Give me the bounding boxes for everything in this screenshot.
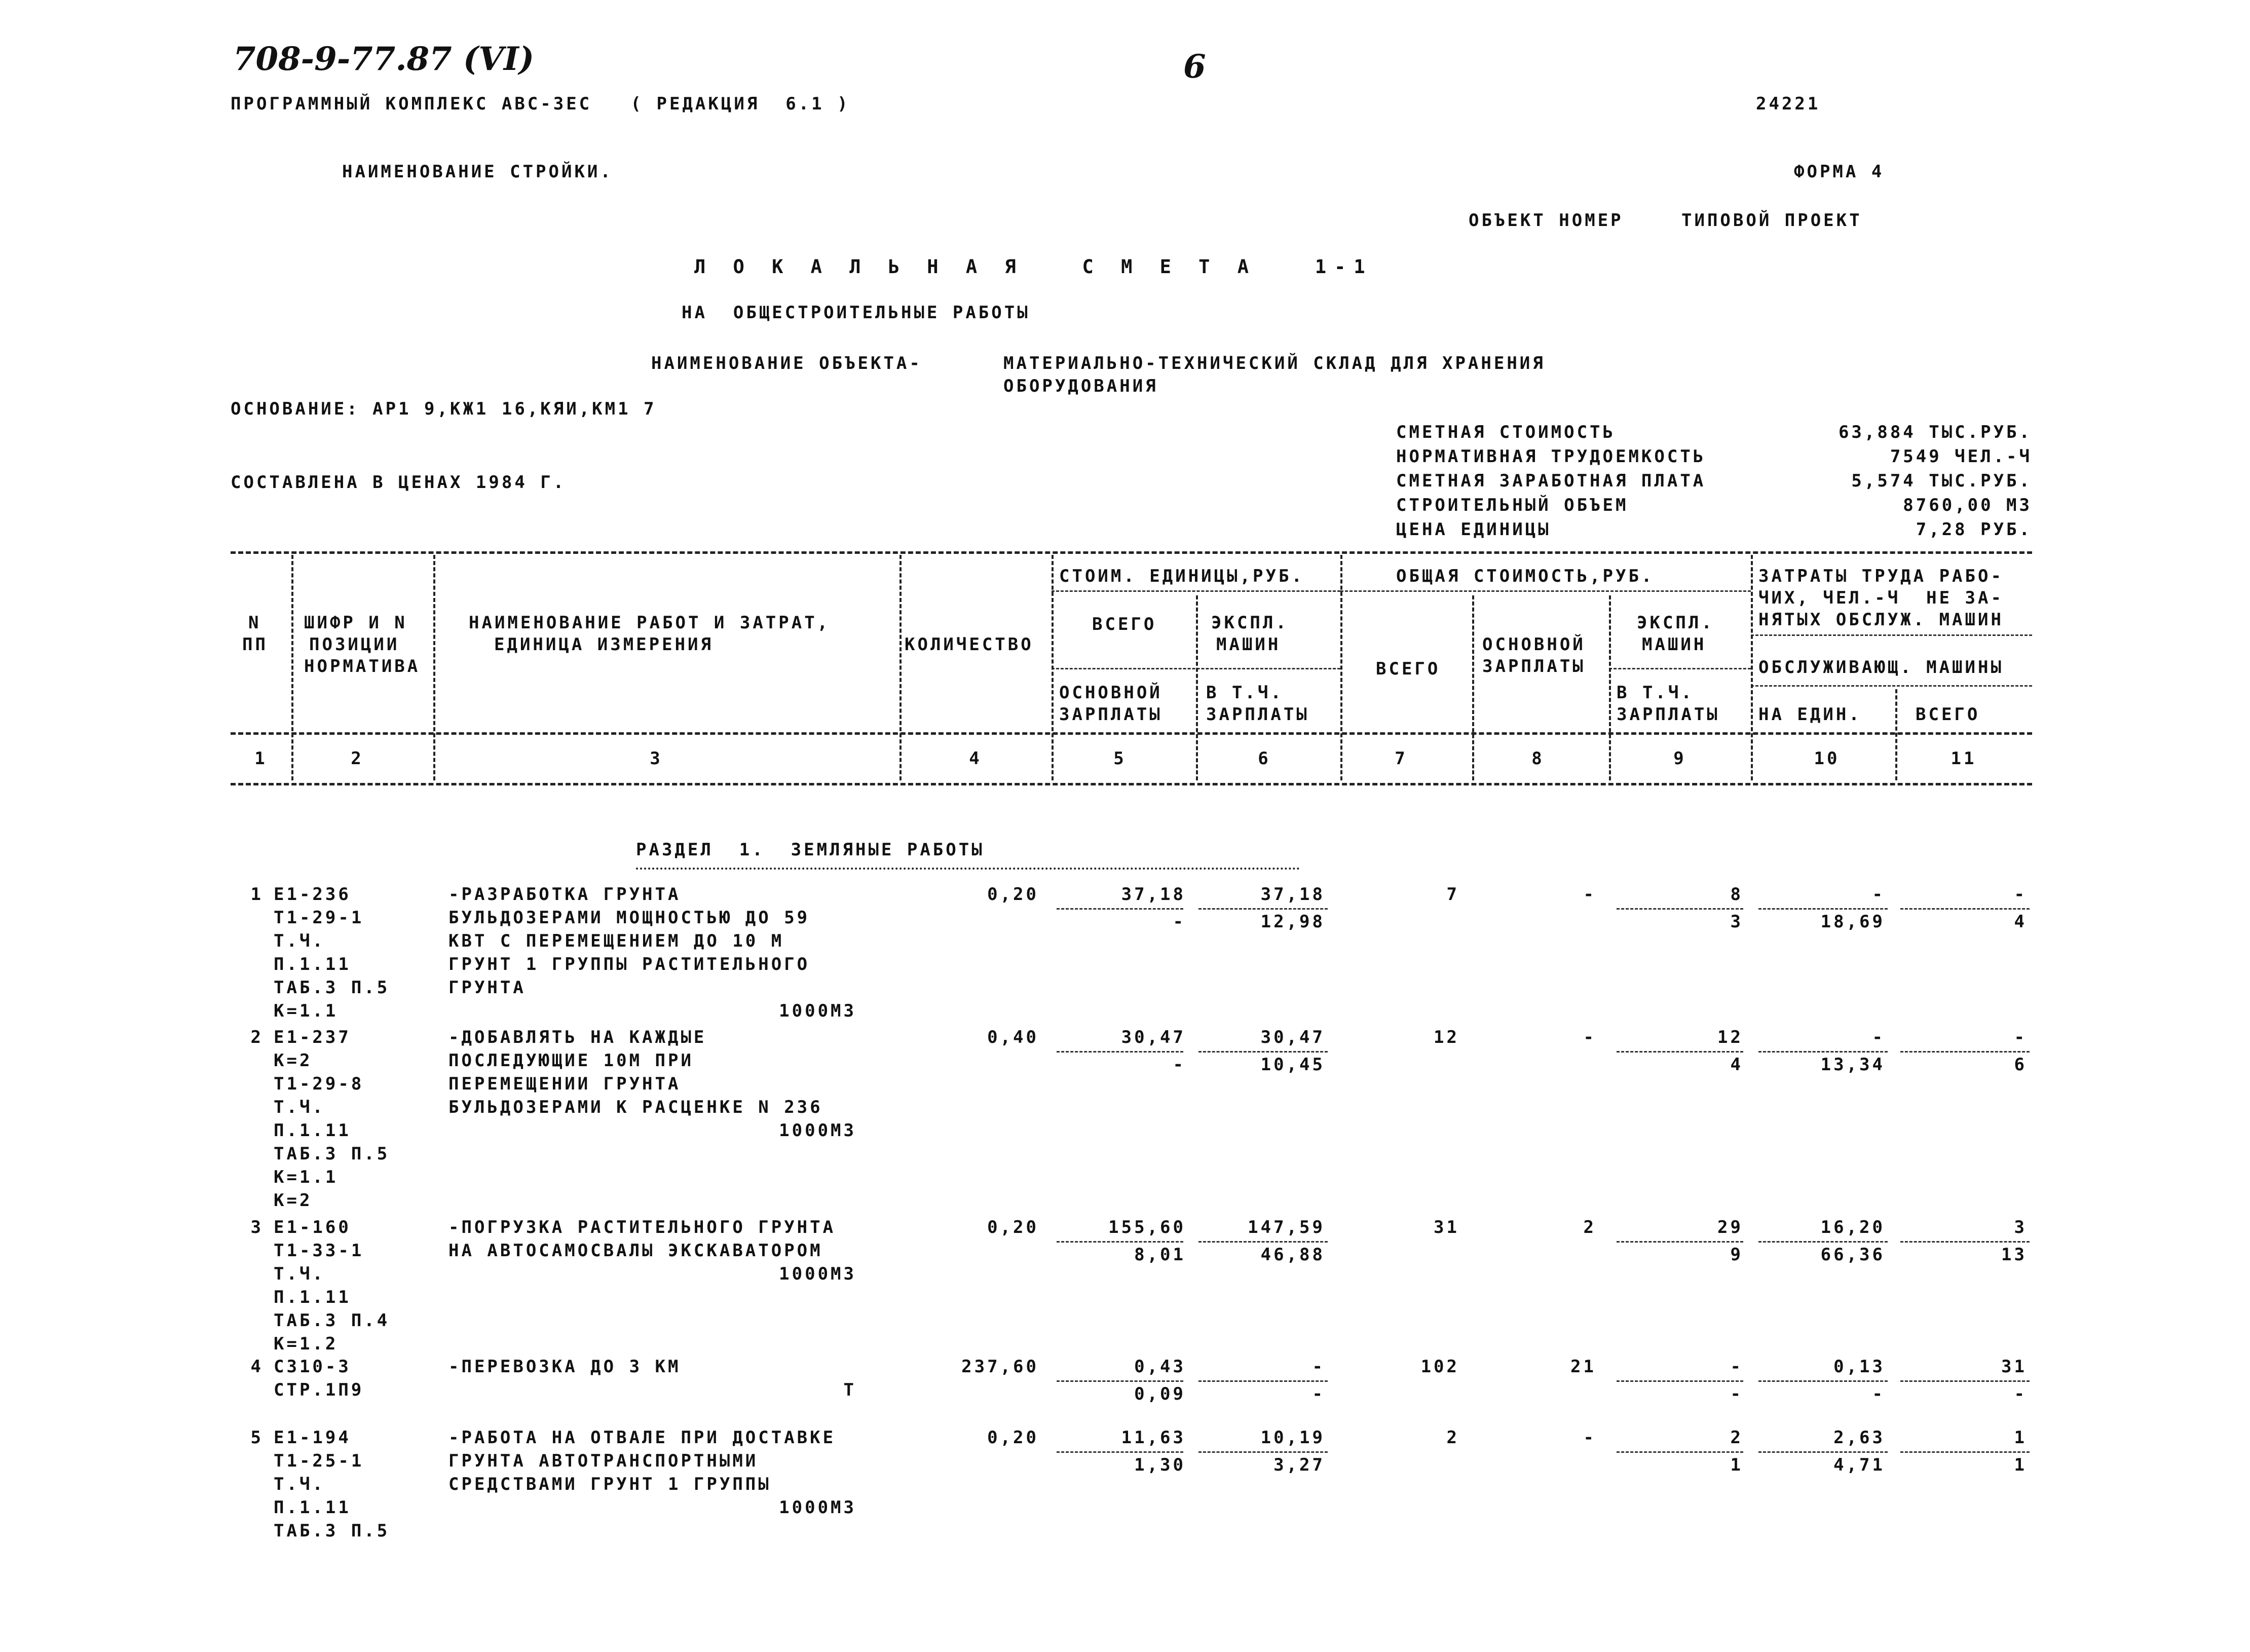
total-basic-wage: - <box>1583 1428 1596 1448</box>
work-description: СРЕДСТВАМИ ГРУНТ 1 ГРУППЫ <box>448 1474 771 1494</box>
price-level-line: СОСТАВЛЕНА В ЦЕНАХ 1984 Г. <box>231 472 567 493</box>
cell-divider-rule <box>1057 908 1183 910</box>
total-incl-wage: 4 <box>1730 1055 1743 1075</box>
header-total-incl-wage: В Т.Ч. <box>1617 683 1694 703</box>
header-group-total-cost: ОБЩАЯ СТОИМОСТЬ,РУБ. <box>1396 566 1655 586</box>
unit-incl-wage: 10,45 <box>1260 1055 1325 1075</box>
work-description: -РАЗРАБОТКА ГРУНТА <box>448 884 681 905</box>
norm-code: Т1-25-1 <box>274 1451 364 1471</box>
header-group-labor: НЯТЫХ ОБСЛУЖ. МАШИН <box>1758 610 2004 630</box>
document-number: 24221 <box>1756 94 1821 114</box>
work-description: -ДОБАВЛЯТЬ НА КАЖДЫЕ <box>448 1027 707 1047</box>
labor-maint-total: 6 <box>2014 1055 2027 1075</box>
table-subrule <box>1751 634 2032 636</box>
typical-project-label: ТИПОВОЙ ПРОЕКТ <box>1681 210 1862 231</box>
cell-divider-rule <box>1198 908 1328 910</box>
cell-divider-rule <box>1900 908 2030 910</box>
cell-divider-rule <box>1057 1241 1183 1243</box>
unit-cost-machines: 37,18 <box>1260 884 1325 905</box>
row-number: 4 <box>250 1357 264 1377</box>
labor-maint-total: 1 <box>2014 1455 2027 1475</box>
norm-code: ТАБ.3 П.4 <box>274 1310 390 1331</box>
header-col-1: N <box>248 613 261 633</box>
norm-code: К=1.1 <box>274 1167 339 1187</box>
total-machines: 8 <box>1730 884 1743 905</box>
cell-divider-rule <box>1617 908 1743 910</box>
cell-divider-rule <box>1758 1451 1888 1453</box>
work-description: КВТ С ПЕРЕМЕЩЕНИЕМ ДО 10 М <box>448 931 784 951</box>
column-divider <box>1340 555 1342 780</box>
summary-value: 63,884 ТЫС.РУБ. <box>1838 422 2032 442</box>
column-divider <box>1751 555 1753 780</box>
summary-label: НОРМАТИВНАЯ ТРУДОЕМКОСТЬ <box>1396 446 1706 467</box>
quantity: 0,20 <box>987 1217 1039 1237</box>
cell-divider-rule <box>1900 1051 2030 1053</box>
norm-code: ТАБ.3 П.5 <box>274 978 390 998</box>
norm-code: П.1.11 <box>274 1120 351 1141</box>
header-total-basic-wage: ЗАРПЛАТЫ <box>1482 656 1586 677</box>
unit-of-measure: 1000М3 <box>779 1001 856 1021</box>
header-col-2: НОРМАТИВА <box>304 656 421 677</box>
labor-maint-per-unit: - <box>1872 1384 1885 1404</box>
unit-cost-machines: 30,47 <box>1260 1027 1325 1047</box>
column-number: 10 <box>1814 748 1840 769</box>
unit-cost-total: 11,63 <box>1121 1428 1186 1448</box>
column-divider <box>291 555 293 780</box>
unit-incl-wage: 46,88 <box>1260 1245 1325 1265</box>
unit-cost-machines: - <box>1312 1357 1325 1377</box>
header-unit-total: ВСЕГО <box>1092 614 1157 634</box>
total-machines: - <box>1730 1357 1743 1377</box>
header-unit-basic-wage: ОСНОВНОЙ <box>1059 683 1162 703</box>
section-underline <box>636 868 1300 870</box>
total-machines: 12 <box>1717 1027 1743 1047</box>
unit-cost-total: 37,18 <box>1121 884 1186 905</box>
total-incl-wage: 1 <box>1730 1455 1743 1475</box>
summary-value: 7549 ЧЕЛ.-Ч <box>1890 446 2032 467</box>
cell-divider-rule <box>1198 1380 1328 1382</box>
labor-maint-total: 4 <box>2014 912 2027 932</box>
norm-code: Т1-29-1 <box>274 908 364 928</box>
unit-basic-wage: 1,30 <box>1134 1455 1186 1475</box>
header-total-machines: ЭКСПЛ. <box>1637 613 1714 633</box>
cell-divider-rule <box>1758 1241 1888 1243</box>
cell-divider-rule <box>1617 1380 1743 1382</box>
column-number: 6 <box>1258 748 1271 769</box>
norm-code: Е1-194 <box>274 1428 351 1448</box>
object-name-label: НАИМЕНОВАНИЕ ОБЪЕКТА- <box>651 353 922 373</box>
unit-incl-wage: - <box>1312 1384 1325 1404</box>
unit-cost-total: 155,60 <box>1108 1217 1186 1237</box>
total-cost: 7 <box>1446 884 1459 905</box>
cell-divider-rule <box>1057 1380 1183 1382</box>
cell-divider-rule <box>1198 1241 1328 1243</box>
header-total: ВСЕГО <box>1376 659 1441 679</box>
column-number: 9 <box>1673 748 1686 769</box>
total-incl-wage: 3 <box>1730 912 1743 932</box>
norm-code: Е1-160 <box>274 1217 351 1237</box>
total-basic-wage: 21 <box>1570 1357 1596 1377</box>
column-number: 4 <box>969 748 982 769</box>
unit-basic-wage: 8,01 <box>1134 1245 1186 1265</box>
norm-code: Т.Ч. <box>274 1097 325 1117</box>
labor-per-unit: 0,13 <box>1833 1357 1885 1377</box>
object-name-line-1: МАТЕРИАЛЬНО-ТЕХНИЧЕСКИЙ СКЛАД ДЛЯ ХРАНЕНИЯ <box>1003 353 1546 373</box>
work-description: ГРУНТ 1 ГРУППЫ РАСТИТЕЛЬНОГО <box>448 954 810 974</box>
unit-basic-wage: - <box>1173 1055 1186 1075</box>
summary-label: СТРОИТЕЛЬНЫЙ ОБЪЕМ <box>1396 495 1629 515</box>
header-group-labor: ЗАТРАТЫ ТРУДА РАБО- <box>1758 566 2004 586</box>
labor-per-unit: - <box>1872 884 1885 905</box>
labor-maint-per-unit: 13,34 <box>1820 1055 1885 1075</box>
unit-cost-machines: 147,59 <box>1248 1217 1325 1237</box>
total-cost: 31 <box>1434 1217 1459 1237</box>
header-col-4: КОЛИЧЕСТВО <box>905 634 1034 655</box>
column-number: 7 <box>1395 748 1408 769</box>
norm-code: Т.Ч. <box>274 1474 325 1494</box>
labor-total: 1 <box>2014 1428 2027 1448</box>
column-divider <box>1609 595 1611 780</box>
header-col-3: ЕДИНИЦА ИЗМЕРЕНИЯ <box>494 634 714 655</box>
unit-of-measure: 1000М3 <box>779 1264 856 1284</box>
column-divider <box>1472 595 1474 780</box>
norm-code: Т.Ч. <box>274 931 325 951</box>
unit-of-measure: 1000М3 <box>779 1120 856 1141</box>
table-subrule <box>1340 590 1751 592</box>
norm-code: П.1.11 <box>274 1497 351 1518</box>
total-cost: 102 <box>1420 1357 1459 1377</box>
norm-code: ТАБ.3 П.5 <box>274 1144 390 1164</box>
total-basic-wage: - <box>1583 1027 1596 1047</box>
header-labor-per-unit: НА ЕДИН. <box>1758 704 1862 725</box>
work-description: НА АВТОСАМОСВАЛЫ ЭКСКАВАТОРОМ <box>448 1241 823 1261</box>
header-group-labor: ЧИХ, ЧЕЛ.-Ч НЕ ЗА- <box>1758 588 2004 608</box>
header-unit-basic-wage: ЗАРПЛАТЫ <box>1059 704 1162 725</box>
norm-code: Т.Ч. <box>274 1264 325 1284</box>
cell-divider-rule <box>1758 1380 1888 1382</box>
row-number: 5 <box>250 1428 264 1448</box>
cell-divider-rule <box>1900 1241 2030 1243</box>
header-unit-incl-wage: ЗАРПЛАТЫ <box>1206 704 1309 725</box>
row-number: 3 <box>250 1217 264 1237</box>
header-col-3: НАИМЕНОВАНИЕ РАБОТ И ЗАТРАТ, <box>469 613 831 633</box>
norm-code: П.1.11 <box>274 954 351 974</box>
unit-basic-wage: 0,09 <box>1134 1384 1186 1404</box>
handwritten-code: 708-9-77.87 (VI) <box>233 40 535 78</box>
header-col-2: ШИФР И N <box>304 613 407 633</box>
unit-basic-wage: - <box>1173 912 1186 932</box>
labor-maint-per-unit: 4,71 <box>1833 1455 1885 1475</box>
labor-maint-per-unit: 66,36 <box>1820 1245 1885 1265</box>
estimate-subtitle: НА ОБЩЕСТРОИТЕЛЬНЫЕ РАБОТЫ <box>682 303 1030 323</box>
column-number: 8 <box>1531 748 1545 769</box>
summary-value: 8760,00 М3 <box>1903 495 2032 515</box>
column-divider <box>1196 595 1198 780</box>
column-number: 2 <box>351 748 364 769</box>
unit-cost-total: 0,43 <box>1134 1357 1186 1377</box>
total-incl-wage: 9 <box>1730 1245 1743 1265</box>
work-description: ПОСЛЕДУЮЩИЕ 10М ПРИ <box>448 1050 694 1071</box>
column-divider <box>899 555 902 780</box>
work-description: ПЕРЕМЕЩЕНИИ ГРУНТА <box>448 1074 681 1094</box>
norm-code: К=2 <box>274 1050 313 1071</box>
unit-incl-wage: 3,27 <box>1273 1455 1325 1475</box>
cell-divider-rule <box>1900 1380 2030 1382</box>
header-labor-total: ВСЕГО <box>1916 704 1980 725</box>
table-rule <box>231 783 2032 785</box>
unit-cost-total: 30,47 <box>1121 1027 1186 1047</box>
unit-cost-machines: 10,19 <box>1260 1428 1325 1448</box>
cell-divider-rule <box>1198 1051 1328 1053</box>
header-total-incl-wage: ЗАРПЛАТЫ <box>1617 704 1720 725</box>
labor-total: - <box>2014 1027 2027 1047</box>
row-number: 1 <box>250 884 264 905</box>
summary-value: 7,28 РУБ. <box>1916 519 2032 540</box>
header-total-basic-wage: ОСНОВНОЙ <box>1482 634 1586 655</box>
row-number: 2 <box>250 1027 264 1047</box>
norm-code: Т1-29-8 <box>274 1074 364 1094</box>
total-incl-wage: - <box>1730 1384 1743 1404</box>
basis-line: ОСНОВАНИЕ: АР1 9,КЖ1 16,КЯИ,КМ1 7 <box>231 399 657 419</box>
total-basic-wage: - <box>1583 884 1596 905</box>
column-number: 11 <box>1951 748 1977 769</box>
construction-name-label: НАИМЕНОВАНИЕ СТРОЙКИ. <box>342 162 613 182</box>
estimate-title: Л О К А Л Ь Н А Я С М Е Т А 1-1 <box>694 256 1373 278</box>
total-cost: 12 <box>1434 1027 1459 1047</box>
labor-per-unit: 16,20 <box>1820 1217 1885 1237</box>
header-unit-machines: ЭКСПЛ. <box>1211 613 1289 633</box>
norm-code: СТР.1П9 <box>274 1380 364 1400</box>
labor-maint-total: 13 <box>2001 1245 2027 1265</box>
cell-divider-rule <box>1057 1051 1183 1053</box>
table-rule <box>231 732 2032 735</box>
labor-total: 3 <box>2014 1217 2027 1237</box>
table-subrule <box>1052 590 1340 592</box>
cell-divider-rule <box>1617 1451 1743 1453</box>
quantity: 237,60 <box>961 1357 1039 1377</box>
norm-code: Е1-236 <box>274 884 351 905</box>
column-divider <box>1052 555 1054 780</box>
handwritten-page-number: 6 <box>1183 48 1206 86</box>
summary-label: СМЕТНАЯ ЗАРАБОТНАЯ ПЛАТА <box>1396 471 1706 491</box>
column-number: 1 <box>254 748 268 769</box>
summary-value: 5,574 ТЫС.РУБ. <box>1851 471 2032 491</box>
header-unit-machines: МАШИН <box>1216 634 1281 655</box>
table-subrule <box>1751 685 2032 687</box>
norm-code: ТАБ.3 П.5 <box>274 1521 390 1541</box>
total-machines: 2 <box>1730 1428 1743 1448</box>
cell-divider-rule <box>1758 908 1888 910</box>
column-divider <box>1895 689 1897 780</box>
cell-divider-rule <box>1617 1051 1743 1053</box>
unit-of-measure: 1000М3 <box>779 1497 856 1518</box>
column-number: 5 <box>1113 748 1127 769</box>
norm-code: К=1.2 <box>274 1334 339 1354</box>
unit-of-measure: Т <box>843 1380 856 1400</box>
norm-code: С310-3 <box>274 1357 351 1377</box>
cell-divider-rule <box>1758 1051 1888 1053</box>
section-heading: РАЗДЕЛ 1. ЗЕМЛЯНЫЕ РАБОТЫ <box>636 840 985 860</box>
cell-divider-rule <box>1900 1451 2030 1453</box>
column-divider <box>433 555 435 780</box>
form-label: ФОРМА 4 <box>1794 162 1885 182</box>
work-description: БУЛЬДОЗЕРАМИ К РАСЦЕНКЕ N 236 <box>448 1097 823 1117</box>
norm-code: К=1.1 <box>274 1001 339 1021</box>
header-labor-sub: ОБСЛУЖИВАЮЩ. МАШИНЫ <box>1758 657 2004 678</box>
cell-divider-rule <box>1198 1451 1328 1453</box>
table-rule <box>231 551 2032 554</box>
norm-code: К=2 <box>274 1190 313 1211</box>
labor-total: - <box>2014 884 2027 905</box>
header-col-1: ПП <box>242 634 268 655</box>
work-description: ГРУНТА АВТОТРАНСПОРТНЫМИ <box>448 1451 759 1471</box>
header-col-2: ПОЗИЦИИ <box>309 634 400 655</box>
summary-label: ЦЕНА ЕДИНИЦЫ <box>1396 519 1551 540</box>
header-group-unit-cost: СТОИМ. ЕДИНИЦЫ,РУБ. <box>1059 566 1304 586</box>
total-cost: 2 <box>1446 1428 1459 1448</box>
work-description: БУЛЬДОЗЕРАМИ МОЩНОСТЬЮ ДО 59 <box>448 908 810 928</box>
program-line: ПРОГРАММНЫЙ КОМПЛЕКС АВС-3ЕС ( РЕДАКЦИЯ 6.1 ) <box>231 94 850 114</box>
labor-maint-total: - <box>2014 1384 2027 1404</box>
norm-code: Т1-33-1 <box>274 1241 364 1261</box>
total-basic-wage: 2 <box>1583 1217 1596 1237</box>
norm-code: П.1.11 <box>274 1287 351 1307</box>
table-subrule <box>1609 668 1751 669</box>
object-name-line-2: ОБОРУДОВАНИЯ <box>1003 376 1158 396</box>
object-number-label: ОБЪЕКТ НОМЕР <box>1469 210 1624 231</box>
work-description: -ПОГРУЗКА РАСТИТЕЛЬНОГО ГРУНТА <box>448 1217 836 1237</box>
header-unit-incl-wage: В Т.Ч. <box>1206 683 1284 703</box>
header-total-machines: МАШИН <box>1642 634 1707 655</box>
column-number: 3 <box>650 748 663 769</box>
norm-code: Е1-237 <box>274 1027 351 1047</box>
quantity: 0,20 <box>987 1428 1039 1448</box>
quantity: 0,20 <box>987 884 1039 905</box>
work-description: ГРУНТА <box>448 978 526 998</box>
cell-divider-rule <box>1617 1241 1743 1243</box>
work-description: -ПЕРЕВОЗКА ДО 3 КМ <box>448 1357 681 1377</box>
labor-per-unit: - <box>1872 1027 1885 1047</box>
summary-label: СМЕТНАЯ СТОИМОСТЬ <box>1396 422 1616 442</box>
work-description: -РАБОТА НА ОТВАЛЕ ПРИ ДОСТАВКЕ <box>448 1428 836 1448</box>
labor-per-unit: 2,63 <box>1833 1428 1885 1448</box>
quantity: 0,40 <box>987 1027 1039 1047</box>
labor-total: 31 <box>2001 1357 2027 1377</box>
total-machines: 29 <box>1717 1217 1743 1237</box>
cell-divider-rule <box>1057 1451 1183 1453</box>
labor-maint-per-unit: 18,69 <box>1820 912 1885 932</box>
unit-incl-wage: 12,98 <box>1260 912 1325 932</box>
